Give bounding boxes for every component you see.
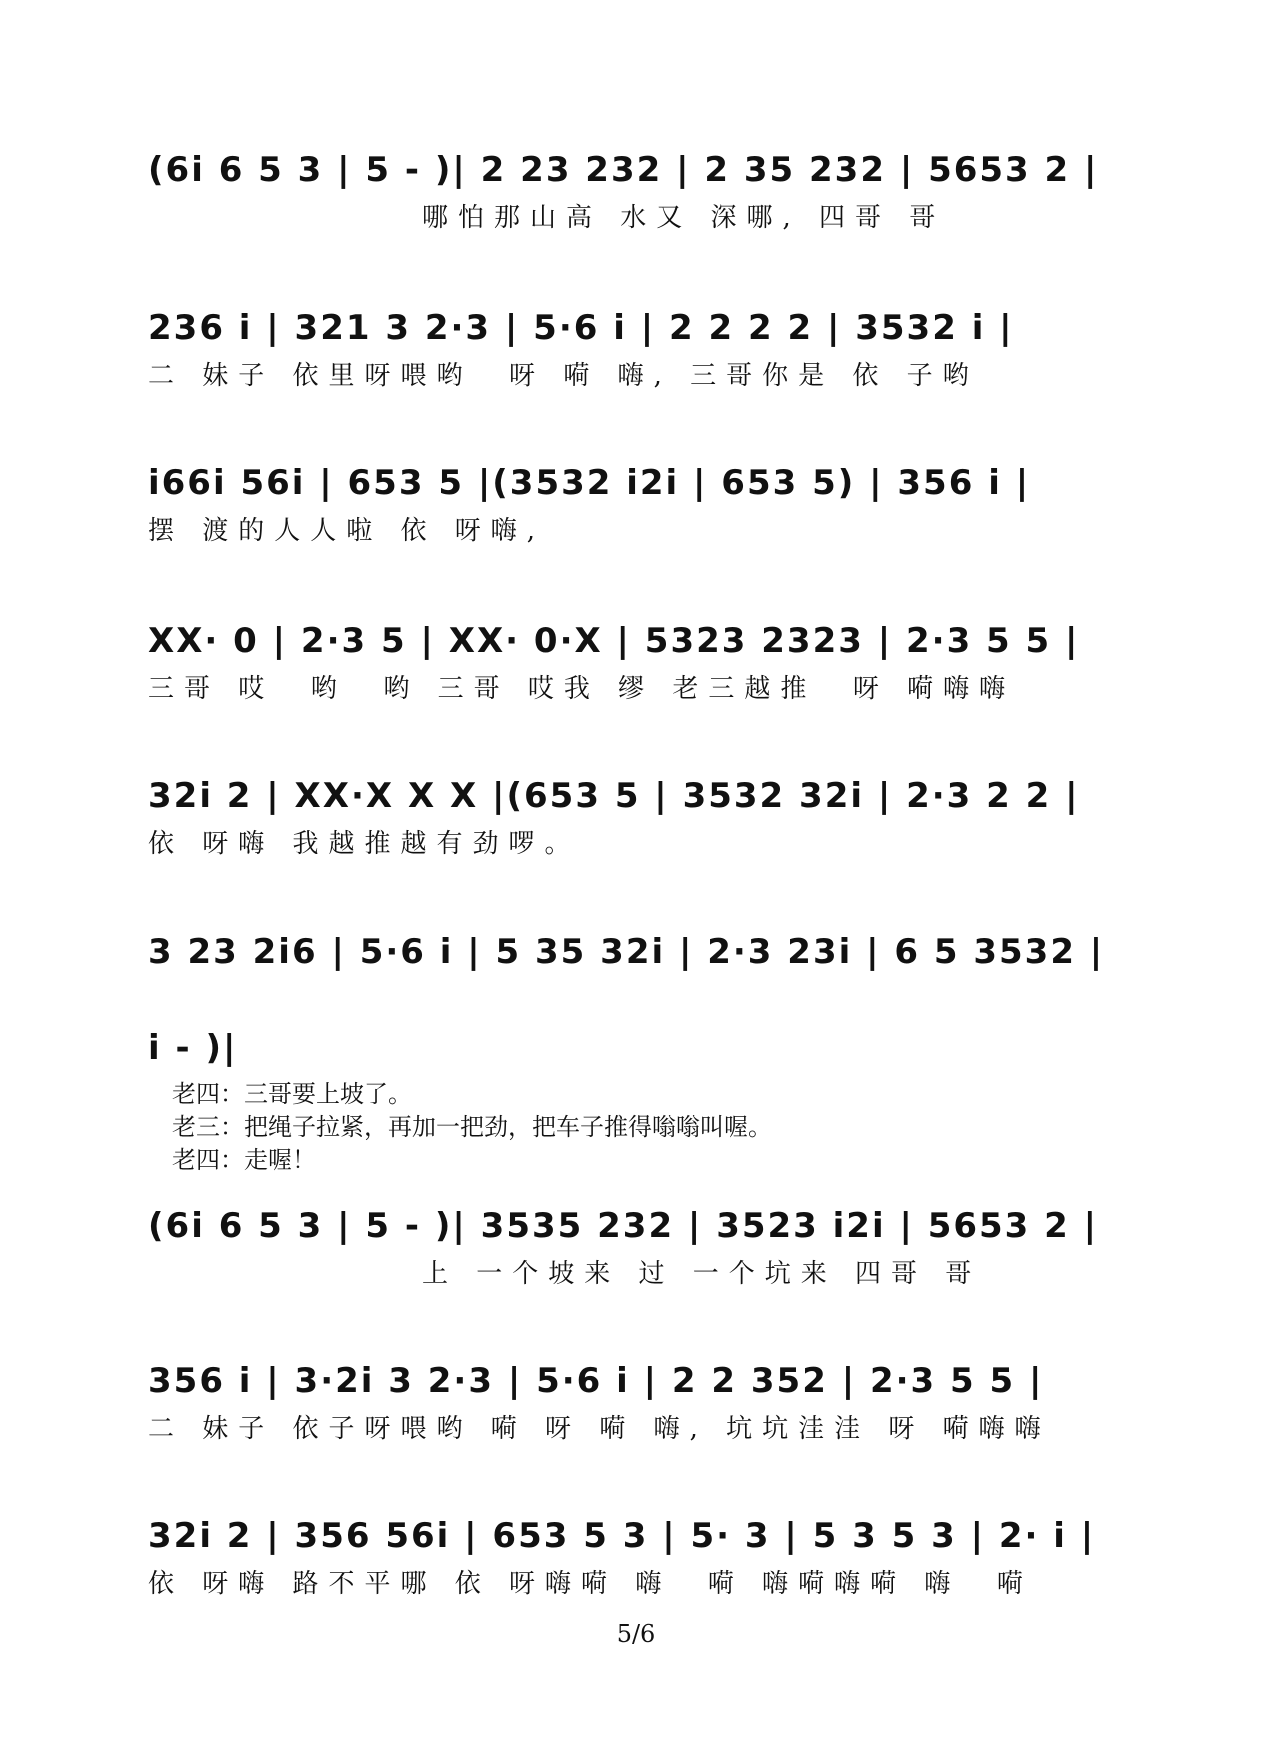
notation-line: (6i 6 5 3 | 5 - )| 3535 232 | 3523 i2i | 5653 2 |: [148, 1206, 1099, 1246]
lyrics-line: 二 妹子 依里呀喂哟 呀 嗬 嗨, 三哥你是 依 子哟: [148, 361, 979, 391]
notation-line: 236 i | 321 3 2·3 | 5·6 i | 2 2 2 2 | 3532 i |: [148, 308, 1014, 348]
spoken-dialogue: [172, 1078, 1072, 1177]
page-number: 5/6: [616, 1620, 656, 1648]
lyrics-line: 依 呀嗨 路不平哪 依 呀嗨嗬 嗨 嗬 嗨嗬嗨嗬 嗨 嗬: [148, 1569, 1033, 1599]
dialogue-line: 老三：把绳子拉紧，再加一把劲，把车子推得嗡嗡叫喔。: [172, 1113, 772, 1141]
notation-line: i66i 56i | 653 5 |(3532 i2i | 653 5) | 356 i |: [148, 463, 1031, 503]
notation-line: (6i 6 5 3 | 5 - )| 2 23 232 | 2 35 232 | 5653 2 |: [148, 150, 1099, 190]
notation-line: 32i 2 | XX·X X X |(653 5 | 3532 32i | 2·3 2 2 |: [148, 776, 1080, 816]
notation-line: 3 23 2i6 | 5·6 i | 5 35 32i | 2·3 23i | 6 5 3532 |: [148, 932, 1105, 972]
dialogue-line: 老四：走喔！: [172, 1146, 316, 1174]
notation-line: i - )|: [148, 1028, 238, 1068]
notation-line: 32i 2 | 356 56i | 653 5 3 | 5· 3 | 5 3 5 3 | 2· i |: [148, 1516, 1096, 1556]
lyrics-line: [148, 982, 1138, 1018]
notation-line: XX· 0 | 2·3 5 | XX· 0·X | 5323 2323 | 2·3 5 5 |: [148, 621, 1080, 661]
lyrics-line: 摆 渡的人人啦 依 呀嗨,: [148, 516, 546, 546]
lyrics-line: 三哥 哎 哟 哟 三哥 哎我 缪 老三越推 呀 嗬嗨嗨: [148, 674, 1016, 704]
lyrics-line: 依 呀嗨 我越推越有劲啰。: [148, 829, 581, 859]
lyrics-line: 二 妹子 依子呀喂哟 嗬 呀 嗬 嗨, 坑坑洼洼 呀 嗬嗨嗨: [148, 1414, 1051, 1444]
lyrics-line: 上 一个坡来 过 一个坑来 四哥 哥: [148, 1259, 982, 1289]
dialogue-line: 老四：三哥要上坡了。: [172, 1080, 412, 1108]
lyrics-line: 哪怕那山高 水又 深哪, 四哥 哥: [148, 203, 946, 233]
notation-line: 356 i | 3·2i 3 2·3 | 5·6 i | 2 2 352 | 2·3 5 5 |: [148, 1361, 1044, 1401]
